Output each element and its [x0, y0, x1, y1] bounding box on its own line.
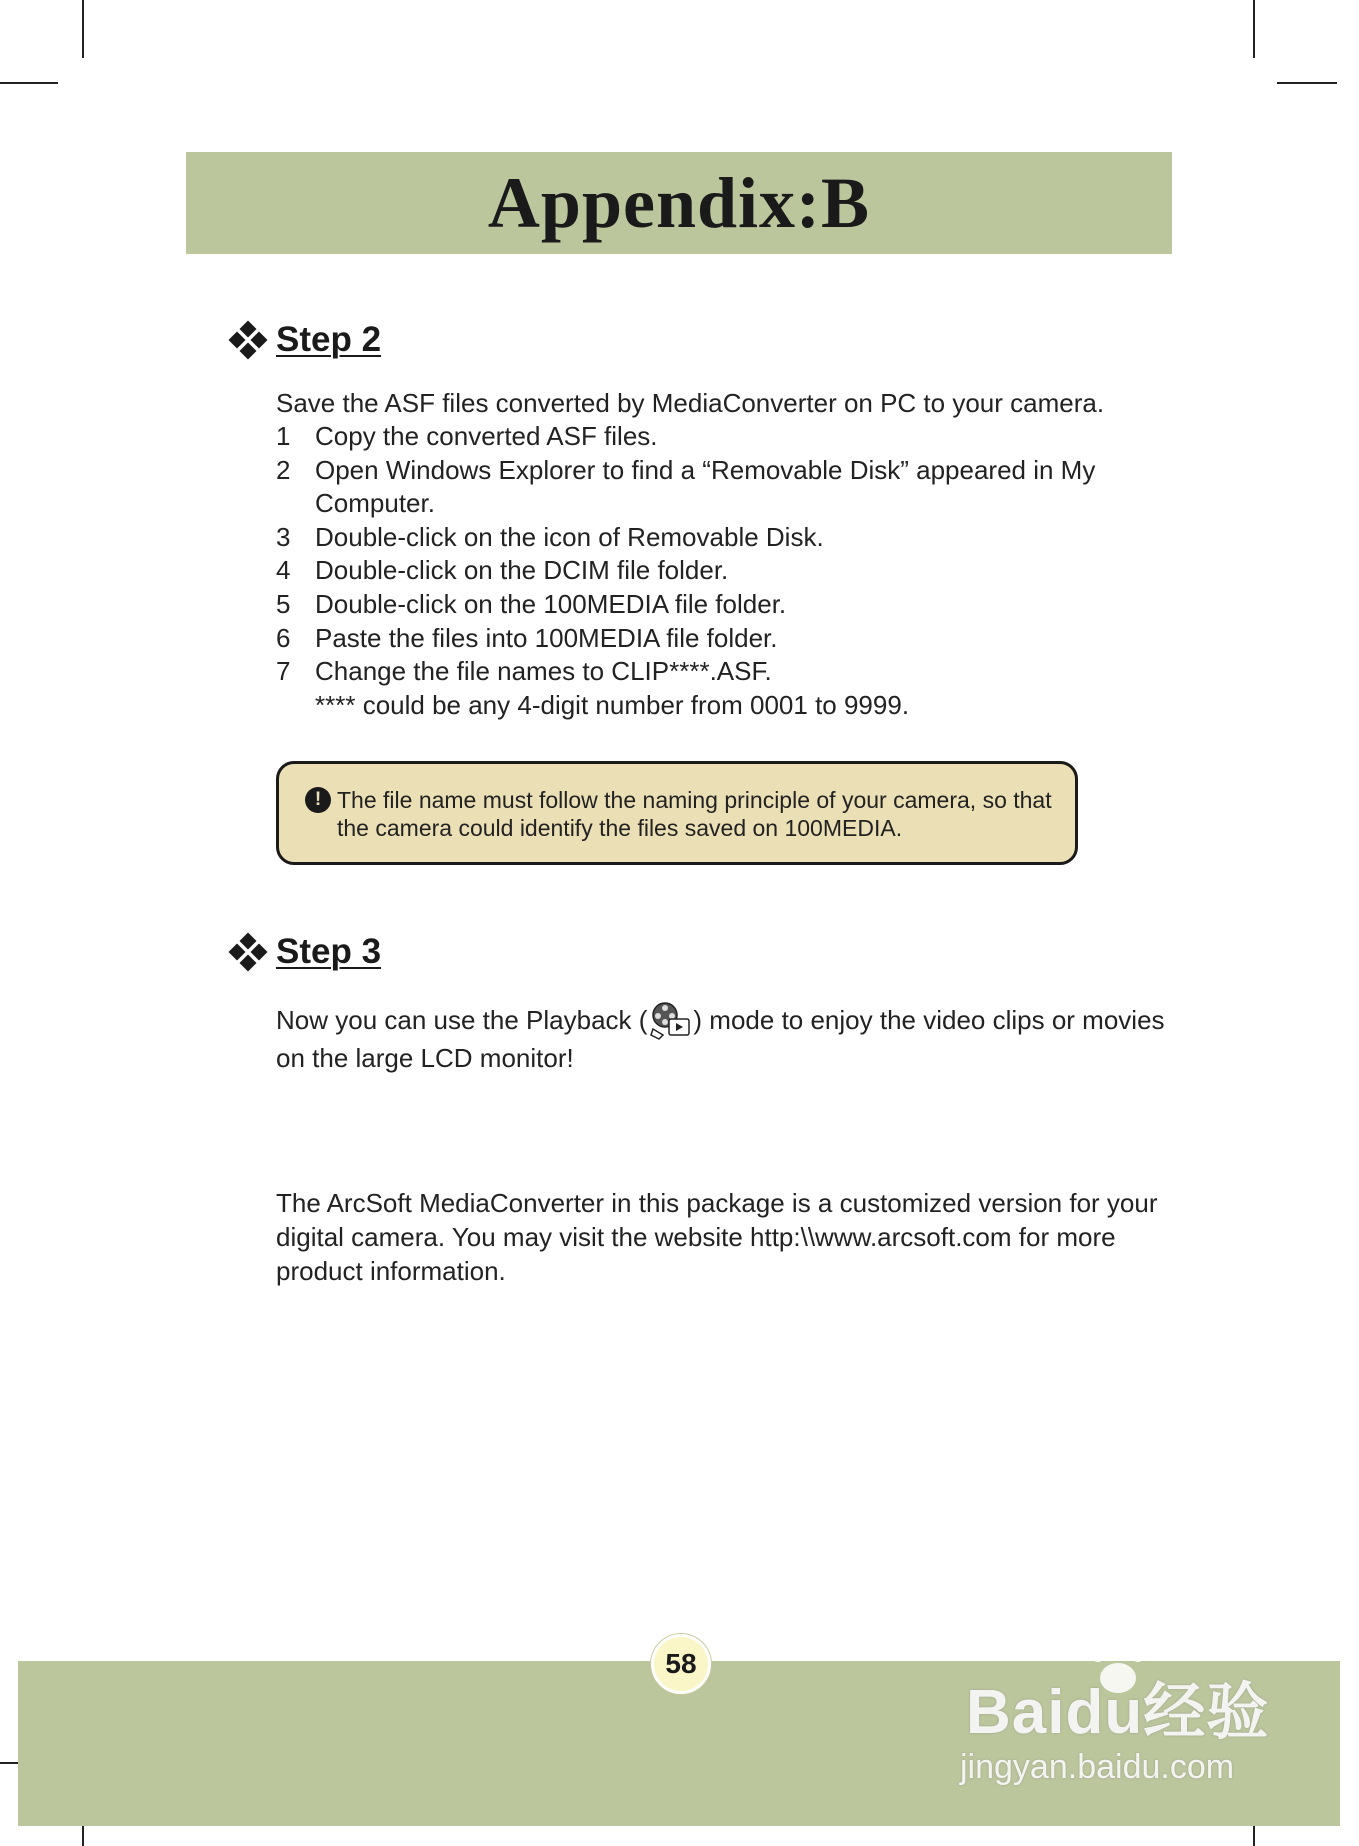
- list-item-text: Double-click on the DCIM file folder.: [315, 555, 729, 586]
- crop-mark: [0, 82, 58, 84]
- crop-mark: [82, 0, 84, 58]
- diamond-bullet-icon: [230, 934, 266, 970]
- step-3-label: Step 3: [276, 932, 382, 971]
- diamond-bullet-icon: [230, 322, 266, 358]
- title-band: [186, 152, 1172, 254]
- list-item: [276, 689, 1175, 723]
- list-item: [276, 420, 1175, 454]
- watermark-brand: Baidu经验: [966, 1678, 1270, 1747]
- list-item-text: Double-click on the 100MEDIA file folder.: [315, 588, 787, 619]
- list-item: [276, 554, 1175, 588]
- crop-mark: [1277, 82, 1337, 84]
- list-item-number: [276, 689, 315, 723]
- list-item-text: Open Windows Explorer to find a “Removable Disk” appeared in My Computer.: [315, 454, 1096, 519]
- list-item-number: 1: [276, 421, 291, 451]
- list-item: [276, 588, 1175, 622]
- list-item-number: 6: [276, 622, 291, 653]
- exclamation-icon: !: [305, 787, 331, 813]
- page-number: 58: [651, 1634, 711, 1694]
- list-item-number: 5: [276, 588, 291, 619]
- step-2-heading: [230, 320, 381, 360]
- step-3-heading: [230, 932, 381, 972]
- list-item-text: Change the file names to CLIP****.ASF.: [315, 656, 772, 687]
- closing-paragraph: The ArcSoft MediaConverter in this package is a customized version for your digital camera. You may visit the website http:\\www.arcsoft.com for more product information.: [276, 1188, 1158, 1286]
- list-item-text: Double-click on the icon of Removable Disk.: [315, 521, 824, 552]
- crop-mark: [1253, 0, 1255, 58]
- step-3-text-before: Now you can use the Playback (: [276, 1005, 648, 1035]
- step-3-text-after: ) mode to enjoy the video clips or movies on the large LCD monitor!: [276, 1005, 1165, 1073]
- list-item-number: 4: [276, 555, 291, 586]
- list-item-text: Paste the files into 100MEDIA file folder.: [315, 622, 778, 653]
- list-item-number: 3: [276, 521, 291, 552]
- list-item: [276, 454, 1175, 521]
- playback-mode-icon: [649, 1001, 691, 1041]
- step-3-text: [276, 1001, 1176, 1075]
- list-item: [276, 622, 1175, 656]
- note-text: The file name must follow the naming principle of your camera, so that the camera could identify the files saved on 100MEDIA.: [337, 787, 1052, 841]
- list-item: [276, 521, 1175, 555]
- list-item-number: 2: [276, 454, 291, 485]
- baidu-watermark: [960, 1638, 1280, 1798]
- step-2-list: [276, 420, 1175, 722]
- step-2-intro: Save the ASF files converted by MediaConverter on PC to your camera.: [276, 388, 1105, 418]
- page-title: Appendix:B: [487, 163, 871, 243]
- step-2-label: Step 2: [276, 320, 382, 359]
- note-box: [276, 761, 1078, 865]
- watermark-url: jingyan.baidu.com: [960, 1748, 1235, 1786]
- list-item-number: 7: [276, 656, 291, 687]
- list-item-text: **** could be any 4-digit number from 0001 to 9999.: [315, 689, 910, 720]
- list-item-text: Copy the converted ASF files.: [315, 421, 658, 451]
- list-item: [276, 655, 1175, 689]
